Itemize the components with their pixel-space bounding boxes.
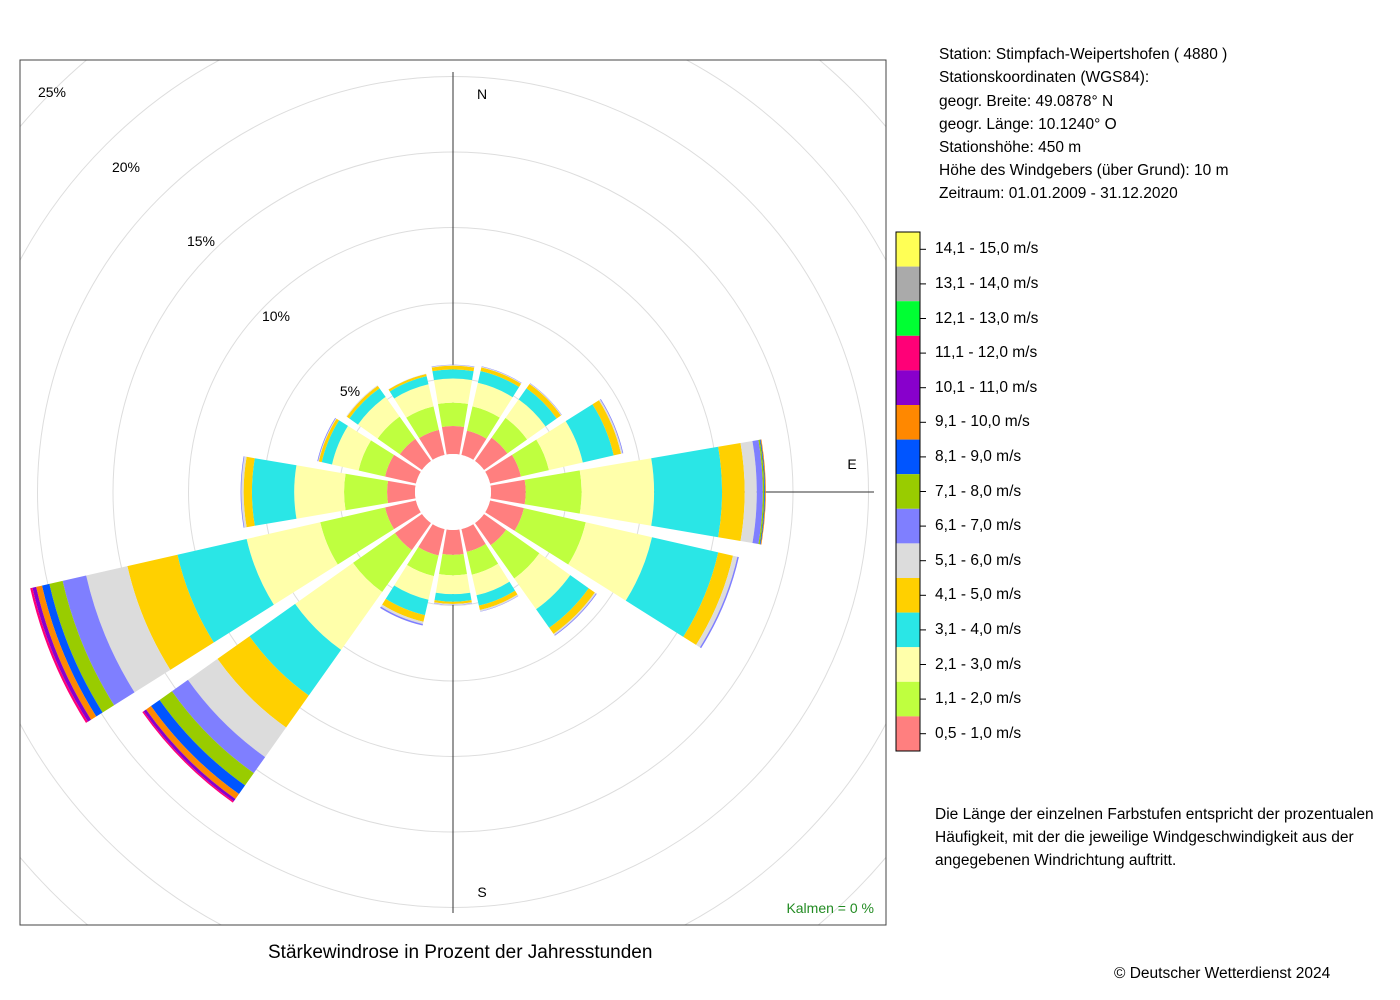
center-hole: [415, 454, 491, 530]
legend-swatch: [896, 232, 920, 267]
latitude: geogr. Breite: 49.0878° N: [939, 93, 1114, 110]
wind-segment: [294, 465, 345, 518]
wind-segment: [436, 574, 470, 594]
station-name: Station: Stimpfach-Weipertshofen ( 4880 ): [939, 46, 1228, 63]
radial-tick-label: 5%: [339, 383, 361, 399]
wind-segment: [442, 426, 464, 454]
note-line: Die Länge der einzelnen Farbstufen entspricht der prozentualen: [935, 806, 1374, 823]
legend-swatch: [896, 301, 920, 336]
note-line: angegebenen Windrichtung auftritt.: [935, 852, 1177, 869]
wind-segment: [442, 529, 463, 554]
longitude: geogr. Länge: 10.1240° O: [939, 116, 1117, 133]
legend-label: 6,1 - 7,0 m/s: [935, 517, 1022, 535]
station-height: Stationshöhe: 450 m: [939, 139, 1082, 156]
radial-tick-label: 25%: [37, 84, 67, 100]
legend-label: 10,1 - 11,0 m/s: [935, 378, 1038, 396]
legend-swatch: [896, 543, 920, 578]
wind-segment: [651, 447, 722, 537]
explanation-note: [935, 803, 1395, 872]
legend-swatch: [896, 474, 920, 509]
legend-label: 9,1 - 10,0 m/s: [935, 413, 1030, 431]
legend-label: 4,1 - 5,0 m/s: [935, 586, 1022, 604]
legend-swatch: [896, 682, 920, 717]
legend-swatch: [896, 578, 920, 613]
legend-label: 3,1 - 4,0 m/s: [935, 620, 1022, 638]
legend-swatch: [896, 647, 920, 682]
wind-sectors: [30, 365, 766, 803]
radial-tick-label: 10%: [261, 308, 291, 324]
calm-label: Kalmen = 0 %: [786, 900, 874, 916]
legend-label: 1,1 - 2,0 m/s: [935, 690, 1022, 708]
legend-label: 12,1 - 13,0 m/s: [935, 309, 1039, 327]
legend-swatch: [896, 440, 920, 475]
legend-label: 13,1 - 14,0 m/s: [935, 274, 1039, 292]
legend-label: 14,1 - 15,0 m/s: [935, 240, 1039, 258]
wind-segment: [580, 458, 654, 526]
legend-label: 8,1 - 9,0 m/s: [935, 447, 1022, 465]
wind-segment: [525, 470, 582, 513]
wind-segment: [434, 378, 472, 403]
direction-label: S: [477, 884, 487, 900]
wind-segment: [387, 481, 415, 503]
chart-caption: Stärkewindrose in Prozent der Jahresstunden: [268, 942, 653, 963]
legend-swatch: [896, 509, 920, 544]
legend-label: 0,5 - 1,0 m/s: [935, 724, 1022, 742]
wind-segment: [344, 474, 388, 511]
wind-segment: [439, 554, 467, 575]
speed-legend: [896, 232, 926, 751]
coords-heading: Stationskoordinaten (WGS84):: [939, 69, 1150, 86]
legend-swatch: [896, 336, 920, 371]
period: Zeitraum: 01.01.2009 - 31.12.2020: [939, 185, 1178, 202]
legend-swatch: [896, 613, 920, 648]
legend-swatch: [896, 405, 920, 440]
wind-segment: [490, 480, 525, 504]
wind-segment: [438, 403, 468, 427]
legend-label: 7,1 - 8,0 m/s: [935, 482, 1022, 500]
wind-segment: [718, 443, 744, 541]
radial-tick-label: 15%: [186, 233, 216, 249]
radial-tick-label: 20%: [111, 159, 141, 175]
wind-segment: [252, 458, 297, 526]
legend-label: 2,1 - 3,0 m/s: [935, 655, 1022, 673]
legend-swatch: [896, 267, 920, 302]
legend-swatch: [896, 716, 920, 751]
direction-label: N: [476, 86, 488, 102]
sensor-height: Höhe des Windgebers (über Grund): 10 m: [939, 162, 1229, 179]
legend-label: 11,1 - 12,0 m/s: [935, 344, 1038, 362]
note-line: Häufigkeit, mit der die jeweilige Windgeschwindigkeit aus der: [935, 829, 1354, 846]
legend-swatch: [896, 370, 920, 405]
copyright: © Deutscher Wetterdienst 2024: [1114, 965, 1331, 982]
direction-label: E: [847, 456, 857, 472]
legend-label: 5,1 - 6,0 m/s: [935, 551, 1022, 569]
